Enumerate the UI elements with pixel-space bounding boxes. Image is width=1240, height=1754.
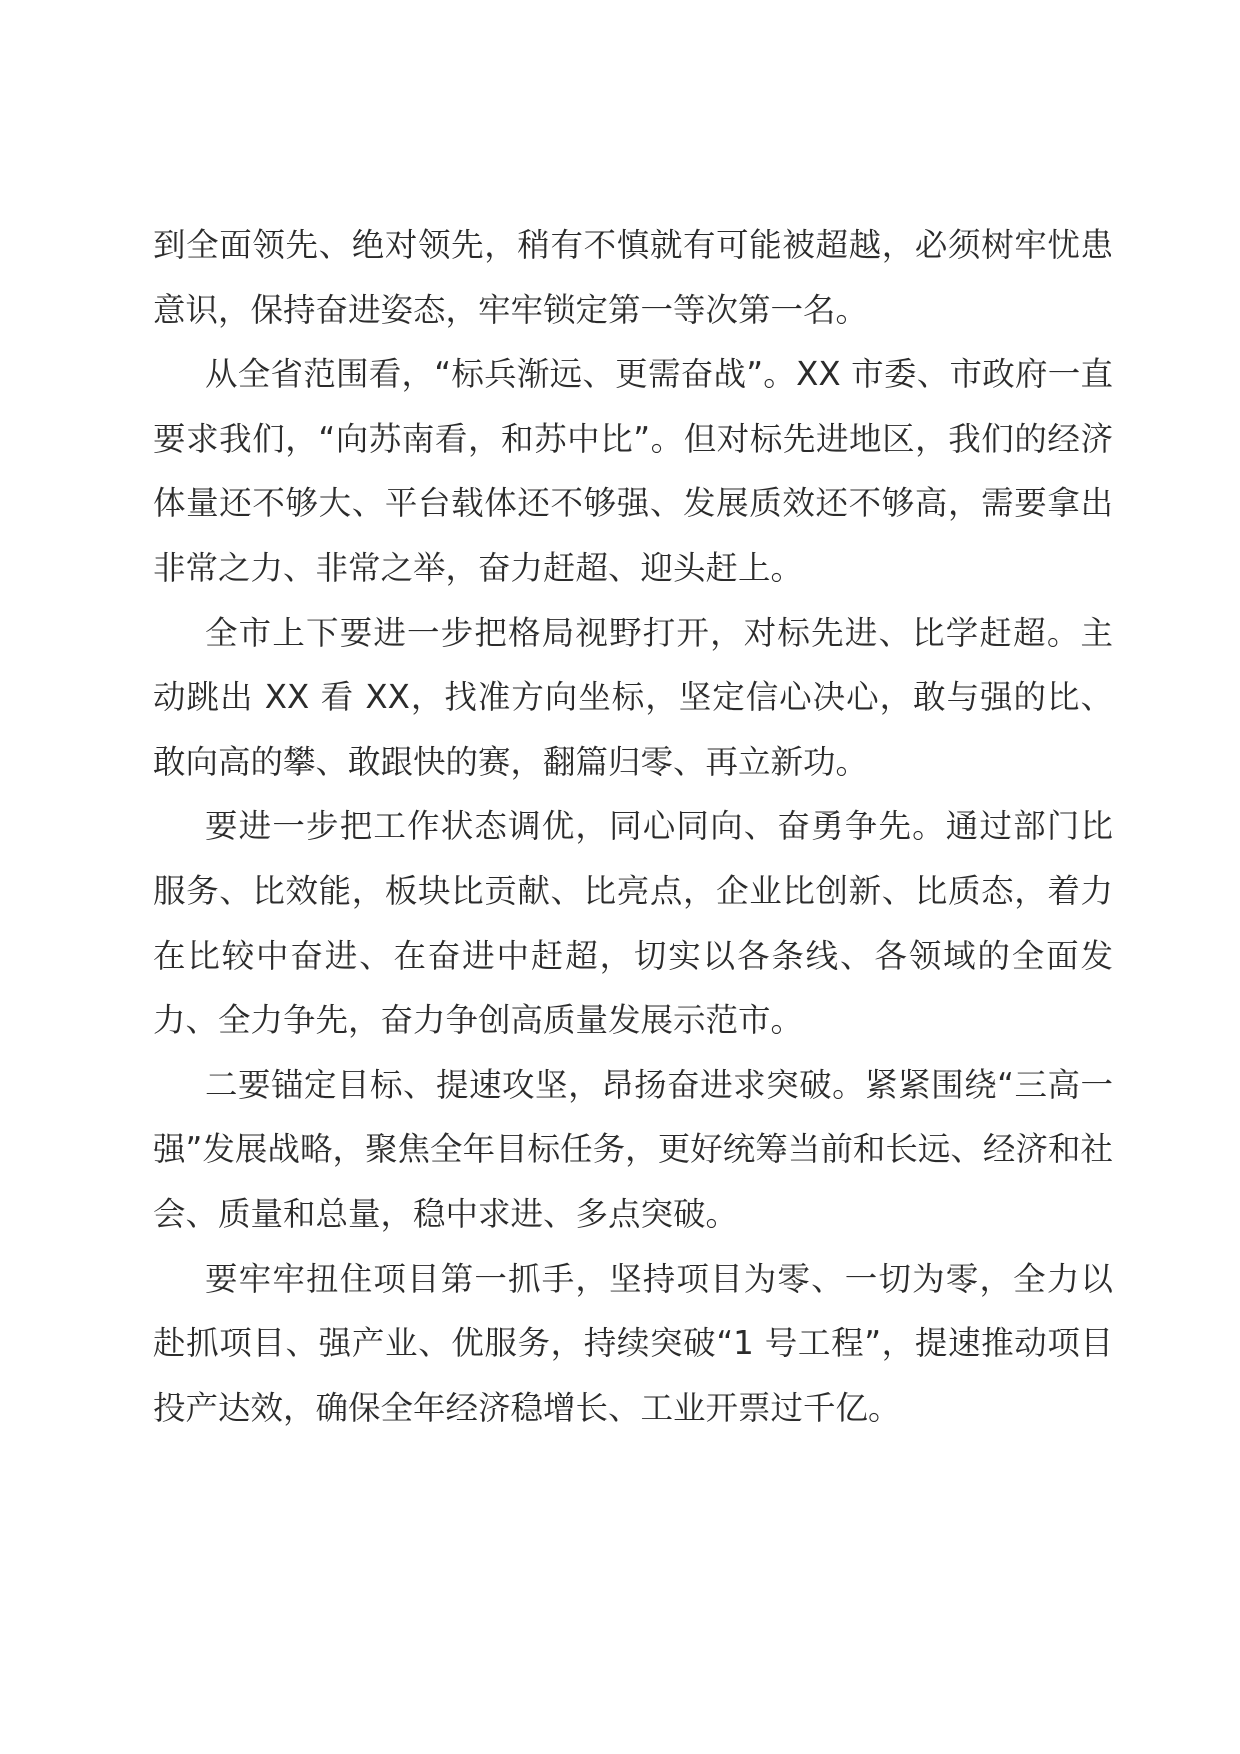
document-body	[153, 213, 1113, 1440]
paragraph-anchor-goals: 二要锚定目标、提速攻坚，昂扬奋进求突破。紧紧围绕“三高一强”发展战略，聚焦全年目标任务，更好统筹当前和长远、经济和社会、质量和总量，稳中求进、多点突破。	[153, 1065, 1113, 1233]
paragraph-provincial-comparison: 从全省范围看，“标兵渐远、更需奋战”。XX 市委、市政府一直要求我们，“向苏南看，和苏中比”。但对标先进地区，我们的经济体量还不够大、平台载体还不够强、发展质效还不够高，需要拿出非常之力、非常之举，奋力赶超、迎头赶上。	[153, 355, 1113, 587]
paragraph-projects: 要牢牢扭住项目第一抓手，坚持项目为零、一切为零，全力以赴抓项目、强产业、优服务，持续突破“1 号工程”，提速推动项目投产达效，确保全年经济稳增长、工业开票过千亿。	[153, 1259, 1113, 1427]
paragraph-broaden-vision: 全市上下要进一步把格局视野打开，对标先进、比学赶超。主动跳出 XX 看 XX，找准方向坐标，坚定信心决心，敢与强的比、敢向高的攀、敢跟快的赛，翻篇归零、再立新功。	[153, 613, 1113, 781]
paragraph-continued: 到全面领先、绝对领先，稍有不慎就有可能被超越，必须树牢忧患意识，保持奋进姿态，牢牢锁定第一等次第一名。	[153, 226, 1113, 329]
paragraph-work-state: 要进一步把工作状态调优，同心同向、奋勇争先。通过部门比服务、比效能，板块比贡献、比亮点，企业比创新、比质态，着力在比较中奋进、在奋进中赶超，切实以各条线、各领域的全面发力、全力争先，奋力争创高质量发展示范市。	[153, 807, 1113, 1040]
